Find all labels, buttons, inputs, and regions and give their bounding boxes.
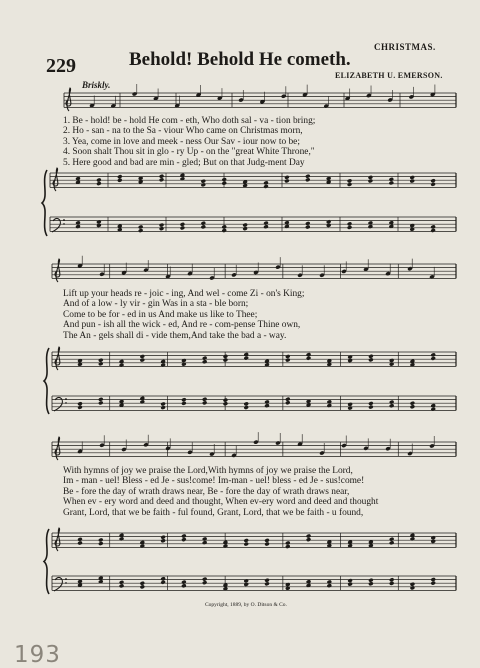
lower-2-chord-note	[98, 397, 103, 402]
hymn-title: Behold! Behold He cometh.	[129, 49, 351, 70]
lower-1-chord-note	[138, 228, 143, 233]
lower-3-chord-note	[181, 583, 186, 588]
upper-3-chord-note	[181, 534, 186, 539]
upper-1-chord-note	[284, 175, 289, 180]
lower-1-chord-note	[326, 223, 331, 228]
lower-2-chord-note	[430, 403, 435, 408]
upper-1-chord-note	[96, 178, 101, 183]
upper-3-chord-note	[119, 533, 124, 538]
lower-2-chord-note	[347, 402, 352, 407]
lower-3-chord-note	[202, 577, 207, 582]
upper-3-chord-note	[243, 538, 248, 543]
upper-1-chord-note	[159, 177, 164, 182]
lower-2-chord-note	[160, 402, 165, 407]
upper-3-chord-note	[202, 540, 207, 545]
upper-2-chord-note	[202, 359, 207, 364]
lower-3-chord-note	[368, 578, 373, 583]
lower-2-chord-note	[77, 405, 82, 410]
lower-2-chord-note	[389, 403, 394, 408]
lower-2-chord-note	[160, 405, 165, 410]
upper-1-chord-note	[389, 177, 394, 182]
bass-clef-dot	[65, 398, 67, 400]
lower-2-chord-note	[181, 401, 186, 406]
upper-3-chord-note	[202, 537, 207, 542]
verse-line: 5. Here good and bad are min - gled; But on that Judg-ment Day	[63, 157, 305, 168]
verse-line: Be - fore the day of wrath draws near, Be - fore the day of wrath draws near,	[63, 486, 350, 497]
author-credit: ELIZABETH U. EMERSON.	[335, 71, 443, 80]
lower-2-chord-note	[285, 397, 290, 402]
upper-1-chord-note	[430, 182, 435, 187]
upper-1-chord-note	[284, 179, 289, 184]
lower-2-chord-note	[368, 401, 373, 406]
verse-line: The An - gels shall di - vide them,And take the bad a - way.	[63, 330, 287, 341]
lower-2-chord-note	[140, 396, 145, 401]
upper-3-chord-note	[243, 542, 248, 547]
upper-1-chord-note	[159, 174, 164, 179]
verse-line: Grant, Lord, that we be faith - ful found, Grant, Lord, that we be faith - u found,	[63, 507, 364, 518]
lower-2-chord-note	[243, 405, 248, 410]
upper-3-chord-note	[160, 535, 165, 540]
lower-3-chord-note	[181, 580, 186, 585]
upper-1-chord-note	[368, 179, 373, 184]
upper-3-chord-note	[430, 535, 435, 540]
lower-1-chord-note	[201, 221, 206, 226]
upper-2-chord-note	[140, 358, 145, 363]
verse-line: 3. Yea, come in love and meek - ness Our Sav - iour now to be;	[63, 136, 300, 147]
upper-2-chord-note	[430, 352, 435, 357]
lower-2-chord-note	[243, 401, 248, 406]
upper-3-chord-note	[306, 537, 311, 542]
lyrics-system-3	[63, 466, 455, 518]
upper-1-chord-note	[389, 181, 394, 186]
category-heading: CHRISTMAS.	[374, 42, 436, 52]
lower-1-chord-note	[180, 226, 185, 231]
lower-2-chord-note	[410, 401, 415, 406]
upper-2-chord-note	[285, 354, 290, 359]
upper-1-chord-note	[409, 175, 414, 180]
bass-clef-dot	[63, 223, 65, 225]
upper-2-chord-note	[243, 352, 248, 357]
verse-line: 2. Ho - san - na to the Sa - viour Who came on Christmas morn,	[63, 126, 303, 137]
lower-3-chord-note	[140, 584, 145, 589]
lower-2-chord-note	[410, 404, 415, 409]
lower-1-chord-note	[159, 226, 164, 231]
upper-1-chord-note	[201, 179, 206, 184]
lower-3-chord-note	[202, 580, 207, 585]
lower-3-chord-note	[327, 583, 332, 588]
lower-1-chord-note	[96, 223, 101, 228]
lower-1-chord-note	[368, 221, 373, 226]
upper-3-chord-note	[264, 542, 269, 547]
bass-clef-dot	[65, 582, 67, 584]
lower-1-chord-note	[326, 219, 331, 224]
upper-2-chord-note	[368, 358, 373, 363]
lower-3-chord-note	[327, 580, 332, 585]
upper-1-chord-note	[201, 182, 206, 187]
verse-line: Lift up your heads re - joic - ing, And wel - come Zi - on's King;	[63, 289, 305, 299]
lower-3-chord-note	[160, 580, 165, 585]
verse-line: And of a low - ly vir - gin Was in a sta - ble born;	[63, 299, 249, 310]
lower-1-chord-note	[368, 224, 373, 229]
lower-1-chord-note	[242, 223, 247, 228]
lower-2-chord-note	[430, 407, 435, 412]
lower-3-chord-note	[160, 576, 165, 581]
lower-1-chord-note	[347, 221, 352, 226]
lower-3-chord-note	[410, 585, 415, 590]
system-brace	[42, 170, 47, 236]
upper-2-chord-note	[243, 356, 248, 361]
bass-clef-dot	[65, 402, 67, 404]
upper-2-chord-note	[140, 354, 145, 359]
upper-1-chord-note	[263, 180, 268, 185]
lower-2-chord-note	[285, 400, 290, 405]
lower-1-chord-note	[347, 225, 352, 230]
lower-1-chord-note	[430, 224, 435, 229]
lower-3-chord-note	[140, 581, 145, 586]
system-brace	[44, 529, 49, 594]
lower-1-chord-note	[242, 226, 247, 231]
lower-2-chord-note	[202, 400, 207, 405]
upper-1-chord-note	[305, 177, 310, 182]
verse-line: With hymns of joy we praise the Lord,With hymns of joy we praise the Lord,	[63, 466, 353, 476]
upper-2-chord-note	[119, 359, 124, 364]
lyrics-system-1	[63, 116, 455, 168]
lower-3-chord-note	[264, 581, 269, 586]
lower-3-chord-note	[410, 582, 415, 587]
handwritten-page-number: 193	[14, 642, 61, 668]
upper-3-chord-note	[389, 540, 394, 545]
hymn-number: 229	[46, 55, 76, 77]
upper-1-chord-note	[409, 179, 414, 184]
upper-2-chord-note	[98, 358, 103, 363]
lower-3-chord-note	[430, 581, 435, 586]
lower-3-chord-note	[119, 580, 124, 585]
lower-1-chord-note	[305, 225, 310, 230]
system-brace	[44, 348, 49, 414]
upper-1-chord-note	[368, 175, 373, 180]
upper-3-chord-note	[77, 537, 82, 542]
verse-line: Im - man - uel! Bless - ed Je - sus!come! Im-man - uel! bless - ed Je - sus!come!	[63, 476, 365, 487]
lower-1-chord-note	[96, 219, 101, 224]
lower-1-chord-note	[138, 225, 143, 230]
lower-1-chord-note	[263, 224, 268, 229]
upper-3-chord-note	[430, 539, 435, 544]
lower-3-chord-note	[389, 581, 394, 586]
lower-2-chord-note	[264, 403, 269, 408]
upper-1-chord-note	[347, 182, 352, 187]
verse-line: 4. Soon shalt Thou sit in glo - ry Up - on the "great White Throne,"	[63, 147, 315, 158]
upper-3-chord-note	[285, 544, 290, 549]
lower-2-chord-note	[181, 397, 186, 402]
lower-2-chord-note	[77, 401, 82, 406]
upper-3-chord-note	[264, 538, 269, 543]
lower-1-chord-note	[180, 222, 185, 227]
upper-2-chord-note	[306, 356, 311, 361]
lower-1-chord-note	[305, 221, 310, 226]
upper-1-chord-note	[347, 178, 352, 183]
upper-2-chord-note	[430, 356, 435, 361]
upper-3-chord-note	[77, 541, 82, 546]
upper-2-chord-note	[98, 361, 103, 366]
lower-1-chord-note	[263, 221, 268, 226]
upper-3-chord-note	[160, 538, 165, 543]
bass-clef-dot	[63, 219, 65, 221]
verse-line: Come to be for - ed in us And make us like to Thee;	[63, 309, 258, 320]
lower-2-chord-note	[389, 400, 394, 405]
lower-2-chord-note	[368, 405, 373, 410]
lower-2-chord-note	[347, 406, 352, 411]
upper-3-chord-note	[119, 537, 124, 542]
lower-3-chord-note	[347, 582, 352, 587]
lower-2-chord-note	[98, 401, 103, 406]
verse-line: And pun - ish all the wick - ed, And re - com-pense Thine own,	[63, 320, 301, 331]
upper-3-chord-note	[98, 538, 103, 543]
upper-2-chord-note	[368, 354, 373, 359]
lower-3-chord-note	[347, 578, 352, 583]
lower-3-chord-note	[368, 581, 373, 586]
upper-1-chord-note	[96, 181, 101, 186]
lower-3-chord-note	[430, 577, 435, 582]
lower-1-chord-note	[201, 224, 206, 229]
verse-line: 1. Be - hold! be - hold He com - eth, Who doth sal - va - tion bring;	[63, 116, 316, 126]
upper-3-chord-note	[285, 541, 290, 546]
upper-1-chord-note	[117, 174, 122, 179]
lower-3-chord-note	[119, 584, 124, 589]
lower-2-chord-note	[202, 397, 207, 402]
upper-3-chord-note	[98, 541, 103, 546]
upper-2-chord-note	[202, 356, 207, 361]
lower-1-chord-note	[159, 223, 164, 228]
lower-3-chord-note	[264, 578, 269, 583]
upper-1-chord-note	[263, 184, 268, 189]
lower-2-chord-note	[140, 400, 145, 405]
copyright-notice: Copyright, 1889, by O. Ditson & Co.	[205, 602, 287, 608]
upper-2-chord-note	[119, 363, 124, 368]
lower-3-chord-note	[243, 582, 248, 587]
upper-3-chord-note	[181, 537, 186, 542]
upper-3-chord-note	[389, 537, 394, 542]
lower-3-chord-note	[389, 577, 394, 582]
lower-1-chord-note	[430, 228, 435, 233]
upper-3-chord-note	[306, 534, 311, 539]
tempo-marking: Briskly.	[82, 80, 111, 90]
upper-1-chord-note	[305, 174, 310, 179]
verse-line: When ev - ery word and deed and thought, When ev-ery word and deed and thought	[63, 497, 379, 508]
upper-1-chord-note	[430, 178, 435, 183]
lyrics-system-2	[63, 289, 455, 341]
bass-clef-dot	[65, 578, 67, 580]
upper-1-chord-note	[117, 178, 122, 183]
lower-3-chord-note	[243, 578, 248, 583]
lower-2-chord-note	[264, 400, 269, 405]
upper-2-chord-note	[306, 352, 311, 357]
upper-2-chord-note	[285, 358, 290, 363]
